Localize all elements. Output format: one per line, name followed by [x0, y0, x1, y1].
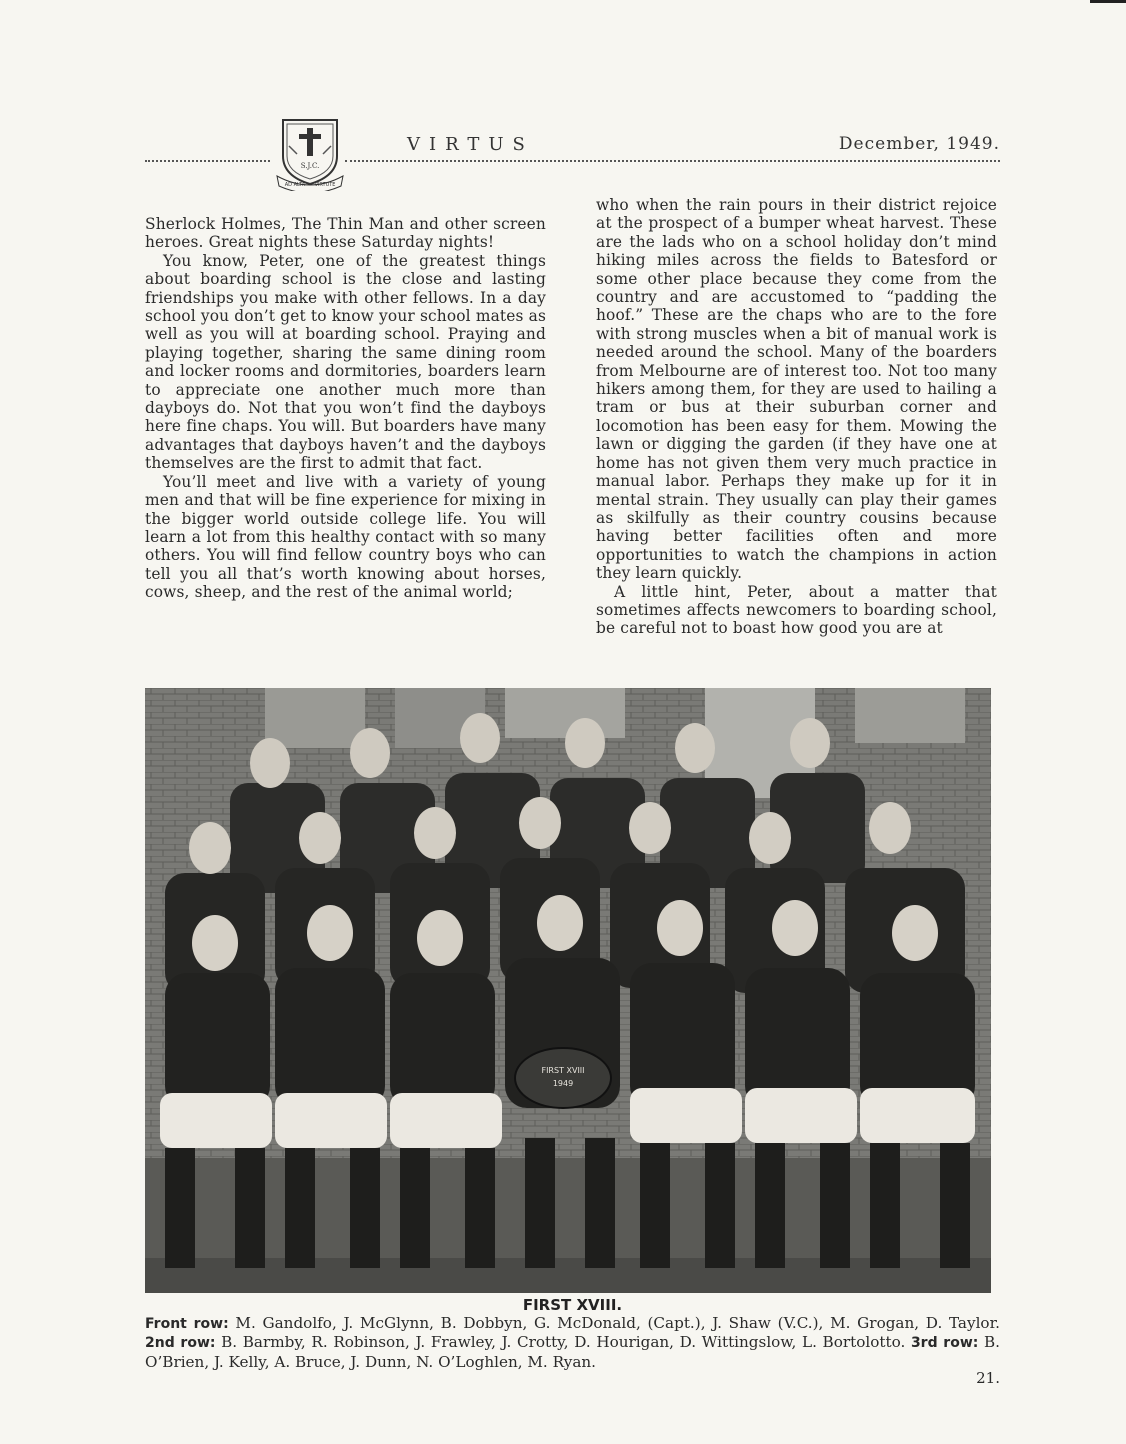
- right-paragraph: A little hint, Peter, about a matter that sometimes affects newcomers to boarding school, be careful not to boast how good you are at: [596, 582, 997, 638]
- crest-motto-right: VIRTUTE: [314, 182, 336, 188]
- second-row-label: 2nd row:: [145, 1335, 216, 1352]
- caption-names: [145, 1314, 1000, 1371]
- caption-title: FIRST XVIII.: [522, 1296, 623, 1314]
- football-icon: [515, 1048, 611, 1108]
- third-row-names: B. O’Brien, J. Kelly, A. Bruce, J. Dunn, N. O’Loghlen, M. Ryan.: [145, 1333, 1001, 1371]
- left-paragraph: You’ll meet and live with a variety of young men and that will be fine experience for mixing in the bigger world outside college life. You will learn a lot from this healthy contact with so many others. You will find fellow country boys who can tell you all that’s worth knowing about horses, cows, sheep, and the rest of the animal world;: [145, 472, 546, 602]
- front-row-names: M. Gandolfo, J. McGlynn, B. Dobbyn, G. McDonald, (Capt.), J. Shaw (V.C.), M. Grogan, D. Taylor.: [235, 1314, 1000, 1332]
- right-column: [596, 196, 997, 672]
- page-header: [145, 116, 1000, 191]
- page-edge-mark: [1090, 0, 1126, 3]
- header-rule-right: [345, 160, 1000, 162]
- page-number: 21.: [976, 1369, 1000, 1387]
- header-date: December, 1949.: [838, 134, 1000, 154]
- football-label-1: FIRST XVIII: [541, 1066, 585, 1075]
- left-paragraph: You know, Peter, one of the greatest things about boarding school is the close and lasting friendships you make with other fellows. In a day school you don’t get to know your school mates as well as you will at boarding school. Praying and playing together, sharing the same dining room and locker rooms and dormitories, boarders learn to appreciate one another much more than dayboys do. Not that you won’t find the dayboys here fine chaps. You will. But boarders have many advantages that dayboys haven’t and the dayboys themselves are the first to admit that fact.: [145, 251, 546, 473]
- team-photograph: [145, 688, 991, 1293]
- right-paragraph: who when the rain pours in their district rejoice at the prospect of a bumper wheat harvest. These are the lads who on a school holiday don’t mind hiking miles across the fields to Batesford or some other place because they come from the country and are accustomed to “padding the hoof.” These are the chaps who are to the fore with strong muscles when a bit of manual work is needed around the school. Many of the boarders from Melbourne are of interest too. Not too many hikers among them, for they are used to hailing a tram or bus at their suburban corner and locomotion has been easy for them. Mowing the lawn or digging the garden (if they have one at home has not given them very much practice in manual labor. Perhaps they make up for it in mental strain. They usually can play their games as skilfully as their country cousins because having better facilities often and more opportunities to watch the champions in action they learn quickly.: [596, 196, 997, 583]
- front-row-label: Front row:: [145, 1316, 229, 1332]
- crest-badge-text: S.J.C.: [300, 162, 320, 170]
- school-crest-icon: [275, 116, 345, 191]
- left-paragraph: Sherlock Holmes, The Thin Man and other screen heroes. Great nights these Saturday nights!: [145, 215, 546, 252]
- header-title: VIRTUS: [407, 134, 534, 155]
- header-rule-left: [145, 160, 270, 162]
- second-row-names: B. Barmby, R. Robinson, J. Frawley, J. Crotty, D. Hourigan, D. Wittingslow, L. Bortolotto.: [221, 1333, 906, 1352]
- left-column: [145, 215, 546, 670]
- football-label-2: 1949: [552, 1079, 574, 1088]
- third-row-label: 3rd row:: [910, 1335, 979, 1352]
- crest-motto-left: AD ALTA: [284, 182, 306, 188]
